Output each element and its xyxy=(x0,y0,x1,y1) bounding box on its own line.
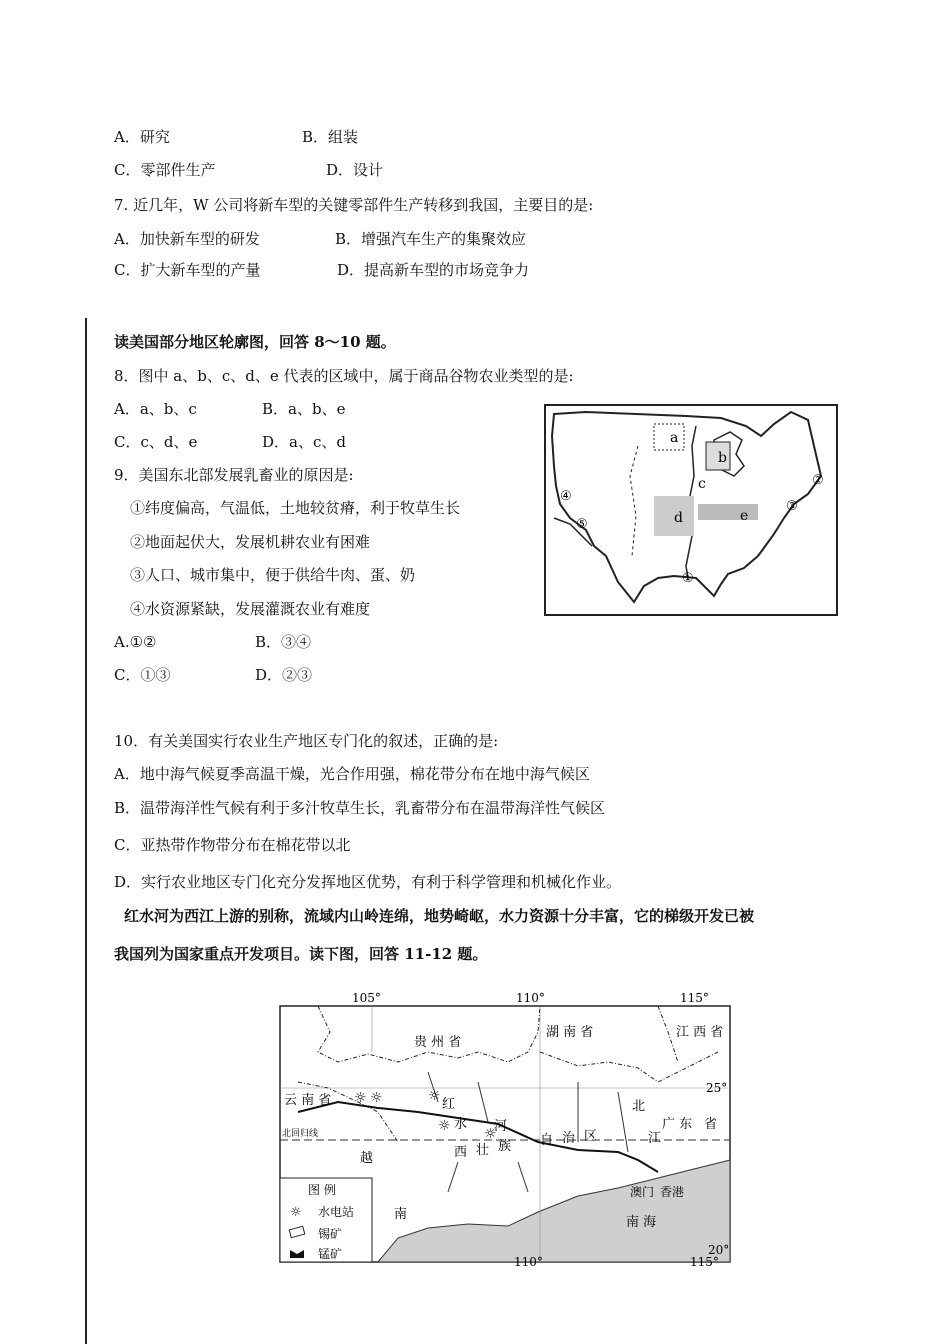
q7-option-d: D．提高新车型的市场竞争力 xyxy=(337,261,530,279)
guangxi-char-4: 自 xyxy=(540,1133,554,1148)
legend-manganese-label: 锰矿 xyxy=(318,1247,343,1261)
q8-stem: 8．图中 a、b、c、d、e 代表的区域中，属于商品谷物农业类型的是: xyxy=(114,367,574,385)
legend-tin-label: 锡矿 xyxy=(318,1227,343,1241)
port-label-4: ④ xyxy=(560,489,572,504)
q9-statement-1: ①纬度偏高，气温低，土地较贫瘠，利于牧草生长 xyxy=(130,499,461,517)
legend-hydro-icon: ☼ xyxy=(290,1205,302,1220)
hydro-station-icon: ☼ xyxy=(370,1090,383,1106)
q10-option-c: C．亚热带作物带分布在棉花带以北 xyxy=(114,836,351,854)
guangxi-char-2: 壮 xyxy=(476,1143,490,1158)
province-guangdong: 广 东 xyxy=(662,1117,693,1132)
q7-option-a: A．加快新车型的研发 xyxy=(114,230,260,248)
q8-option-a: A．a、b、c xyxy=(114,400,197,418)
q8-option-b: B．a、b、e xyxy=(262,400,346,418)
port-label-1: ① xyxy=(682,571,694,586)
region-label-b: b xyxy=(718,450,727,466)
region-label-a: a xyxy=(670,430,679,446)
q10-option-a: A．地中海气候夏季高温干燥，光合作用强，棉花带分布在地中海气候区 xyxy=(114,765,590,783)
beijiang-char-1: 北 xyxy=(632,1099,646,1114)
region-label-c: c xyxy=(698,476,706,492)
region-label-d: d xyxy=(674,510,683,526)
region-a-shade xyxy=(654,424,684,450)
lat-25-label: 25° xyxy=(706,1081,728,1095)
beijiang-char-2: 江 xyxy=(648,1131,662,1146)
sea-label: 南 海 xyxy=(626,1215,657,1230)
lon-bottom-110: 110° xyxy=(514,1255,543,1267)
q9-statement-2: ②地面起伏大，发展机耕农业有困难 xyxy=(130,533,371,551)
q6-option-a: A．研究 xyxy=(114,128,170,146)
q7-stem: 7. 近几年，W 公司将新车型的关键零部件生产转移到我国，主要目的是: xyxy=(114,196,594,214)
hongshui-river-map xyxy=(278,992,733,1267)
guangxi-char-1: 西 xyxy=(454,1145,468,1160)
guangxi-char-5: 治 xyxy=(562,1131,576,1146)
q6-option-b: B．组装 xyxy=(302,128,359,146)
hongshui-char-2: 水 xyxy=(454,1117,468,1132)
region-e-shade xyxy=(698,504,758,520)
legend-title: 图 例 xyxy=(308,1183,336,1197)
hydro-station-icon: ☼ xyxy=(484,1126,497,1142)
margin-rule xyxy=(85,318,87,1344)
province-yunnan: 云 南 省 xyxy=(284,1093,332,1108)
usa-map-svg xyxy=(546,406,836,614)
q9-statement-4: ④水资源紧缺，发展灌溉农业有难度 xyxy=(130,600,371,618)
hydro-station-icon: ☼ xyxy=(438,1118,451,1134)
usa-section-intro: 读美国部分地区轮廓图，回答 8～10 题。 xyxy=(114,333,396,351)
q8-option-c: C．c、d、e xyxy=(114,433,198,451)
guangxi-char-3: 族 xyxy=(498,1139,512,1154)
hongshui-char-3: 河 xyxy=(494,1119,508,1134)
q9-statement-3: ③人口、城市集中，便于供给牛肉、蛋、奶 xyxy=(130,566,416,584)
hydro-station-icon: ☼ xyxy=(354,1090,367,1106)
lon-bottom-115: 115° xyxy=(690,1255,719,1267)
q9-stem: 9．美国东北部发展乳畜业的原因是: xyxy=(114,466,354,484)
q7-option-b: B．增强汽车生产的集聚效应 xyxy=(335,230,527,248)
q8-option-d: D．a、c、d xyxy=(262,433,346,451)
port-label-3: ③ xyxy=(786,499,798,514)
guangxi-char-6: 区 xyxy=(584,1129,598,1144)
lon-top-105: 105° xyxy=(352,992,381,1005)
lat-20-label: 20° xyxy=(708,1243,730,1257)
tropic-label: 北回归线 xyxy=(282,1129,319,1139)
q9-option-a: A.①② xyxy=(114,633,157,651)
lon-top-110: 110° xyxy=(516,992,545,1005)
hongshui-char-1: 红 xyxy=(442,1097,456,1112)
vietnam-char-2: 南 xyxy=(394,1207,408,1222)
q9-option-b: B．③④ xyxy=(255,633,312,651)
vietnam-char-1: 越 xyxy=(360,1151,374,1166)
hydro-station-icon: ☼ xyxy=(428,1088,441,1104)
province-hunan: 湖 南 省 xyxy=(546,1025,594,1040)
q9-option-c: C．①③ xyxy=(114,666,171,684)
hongshui-map-svg xyxy=(278,992,733,1267)
province-guangdong-suffix: 省 xyxy=(704,1117,718,1132)
usa-river-2 xyxy=(630,446,638,556)
q6-option-c: C．零部件生产 xyxy=(114,161,216,179)
q6-option-d: D．设计 xyxy=(326,161,384,179)
macau-label: 澳门 xyxy=(630,1185,655,1199)
q10-stem: 10．有关美国实行农业生产地区专门化的叙述，正确的是: xyxy=(114,732,499,750)
region-label-e: e xyxy=(740,508,749,524)
port-label-2: ② xyxy=(812,473,824,488)
province-guizhou: 贵 州 省 xyxy=(414,1035,462,1050)
hongshui-intro-line-2: 我国列为国家重点开发项目。读下图，回答 11-12 题。 xyxy=(114,945,488,963)
hongkong-label: 香港 xyxy=(660,1185,685,1199)
hongshui-intro-line-1: 红水河为西江上游的别称，流域内山岭连绵，地势崎岖，水力资源十分丰富，它的梯级开发已被 xyxy=(124,907,755,925)
province-jiangxi: 江 西 省 xyxy=(676,1025,724,1040)
port-label-5: ⑤ xyxy=(576,517,588,532)
q7-option-c: C．扩大新车型的产量 xyxy=(114,261,261,279)
q9-option-d: D．②③ xyxy=(255,666,313,684)
usa-outline-map xyxy=(544,404,838,616)
q10-option-b: B．温带海洋性气候有利于多汁牧草生长，乳畜带分布在温带海洋性气候区 xyxy=(114,799,606,817)
lon-top-115: 115° xyxy=(680,992,709,1005)
q10-option-d: D．实行农业地区专门化充分发挥地区优势，有利于科学管理和机械化作业。 xyxy=(114,873,622,891)
legend-hydro-label: 水电站 xyxy=(318,1205,355,1219)
